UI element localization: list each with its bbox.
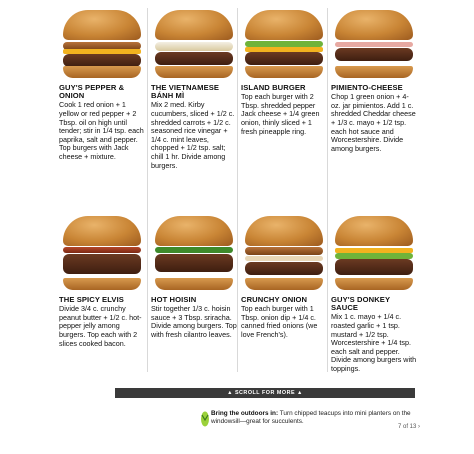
recipe-body: Divide 3/4 c. crunchy peanut butter + 1/2 c. hot-pepper jelly among burgers. Top each with 2 slices cooked bacon. xyxy=(59,304,142,348)
recipe-body: Mix 1 c. mayo + 1/4 c. roasted garlic + 1 tsp. mustard + 1/2 tsp. Worcestershire + 1/4 tsp. each salt and pepper. Divide among burgers with toppings. xyxy=(331,312,417,373)
column-divider xyxy=(237,8,238,372)
burger-photo xyxy=(331,210,417,294)
burger-photo xyxy=(59,4,145,82)
recipe-body: Mix 2 med. Kirby cucumbers, sliced + 1/2 c. shredded carrots + 1/2 c. seasoned rice vinegar + 1/4 c. mint leaves, chopped + 1/2 tsp. salt; chill 1 hr. Divide among burgers. xyxy=(151,100,235,170)
recipe-body: Top each burger with 1 Tbsp. onion dip + 1/4 c. canned fried onions (we love French's). xyxy=(241,304,318,339)
flip-flop-icon xyxy=(200,411,210,427)
burger-photo xyxy=(151,4,237,82)
recipe-body: Stir together 1/3 c. hoisin sauce + 3 Tbsp. sriracha. Divide among burgers. Top with fresh cilantro leaves. xyxy=(151,304,237,339)
recipe-card xyxy=(151,4,237,170)
recipe-card xyxy=(151,210,237,340)
column-divider xyxy=(147,8,148,372)
recipe-card xyxy=(59,4,145,162)
recipe-title: ISLAND BURGER xyxy=(241,83,306,92)
burger-photo xyxy=(59,210,145,294)
recipe-title: HOT HOISIN xyxy=(151,295,197,304)
page-counter[interactable]: 7 of 13 › xyxy=(398,424,421,430)
recipe-body: Top each burger with 2 Tbsp. shredded pepper Jack cheese + 1/4 green onion, thinly sliced + 1 fresh pineapple ring. xyxy=(241,92,320,136)
recipe-title: GUY'S DONKEY SAUCE xyxy=(331,295,390,313)
recipe-title: THE SPICY ELVIS xyxy=(59,295,124,304)
recipe-title: CRUNCHY ONION xyxy=(241,295,308,304)
recipe-card xyxy=(241,4,327,136)
recipe-body: Cook 1 red onion + 1 yellow or red pepper + 2 Tbsp. oil on high until tender; stir in 1/4 tsp. each paprika, salt and pepper. Top burgers with Jack cheese + mixture. xyxy=(59,100,144,161)
column-divider xyxy=(327,8,328,372)
burger-grid xyxy=(57,4,417,402)
recipe-title: GUY'S PEPPER & ONION xyxy=(59,83,125,101)
tip-body: Turn chipped teacups into mini planters on the windowsill—great for succulents. xyxy=(211,410,411,425)
recipe-title: PIMIENTO-CHEESE xyxy=(331,83,403,92)
tip-text xyxy=(211,410,417,426)
burger-photo xyxy=(151,210,237,294)
recipe-card xyxy=(59,210,145,348)
tip-lead: Bring the outdoors in: xyxy=(211,410,279,417)
recipe-card xyxy=(331,210,417,374)
scroll-for-more-button[interactable]: ▲ SCROLL FOR MORE ▲ xyxy=(115,388,415,398)
recipe-body: Chop 1 green onion + 4-oz. jar pimientos. Add 1 c. shredded Cheddar cheese + 1/3 c. mayo + 1/2 tsp. each hot sauce and Worcestershire. Divide among burgers. xyxy=(331,92,416,153)
burger-photo xyxy=(241,4,327,82)
recipe-title: THE VIETNAMESE BÁNH MÌ xyxy=(151,83,220,101)
burger-photo xyxy=(331,4,417,82)
recipe-page xyxy=(57,4,421,444)
recipe-card xyxy=(331,4,417,153)
recipe-card xyxy=(241,210,327,340)
burger-photo xyxy=(241,210,327,294)
